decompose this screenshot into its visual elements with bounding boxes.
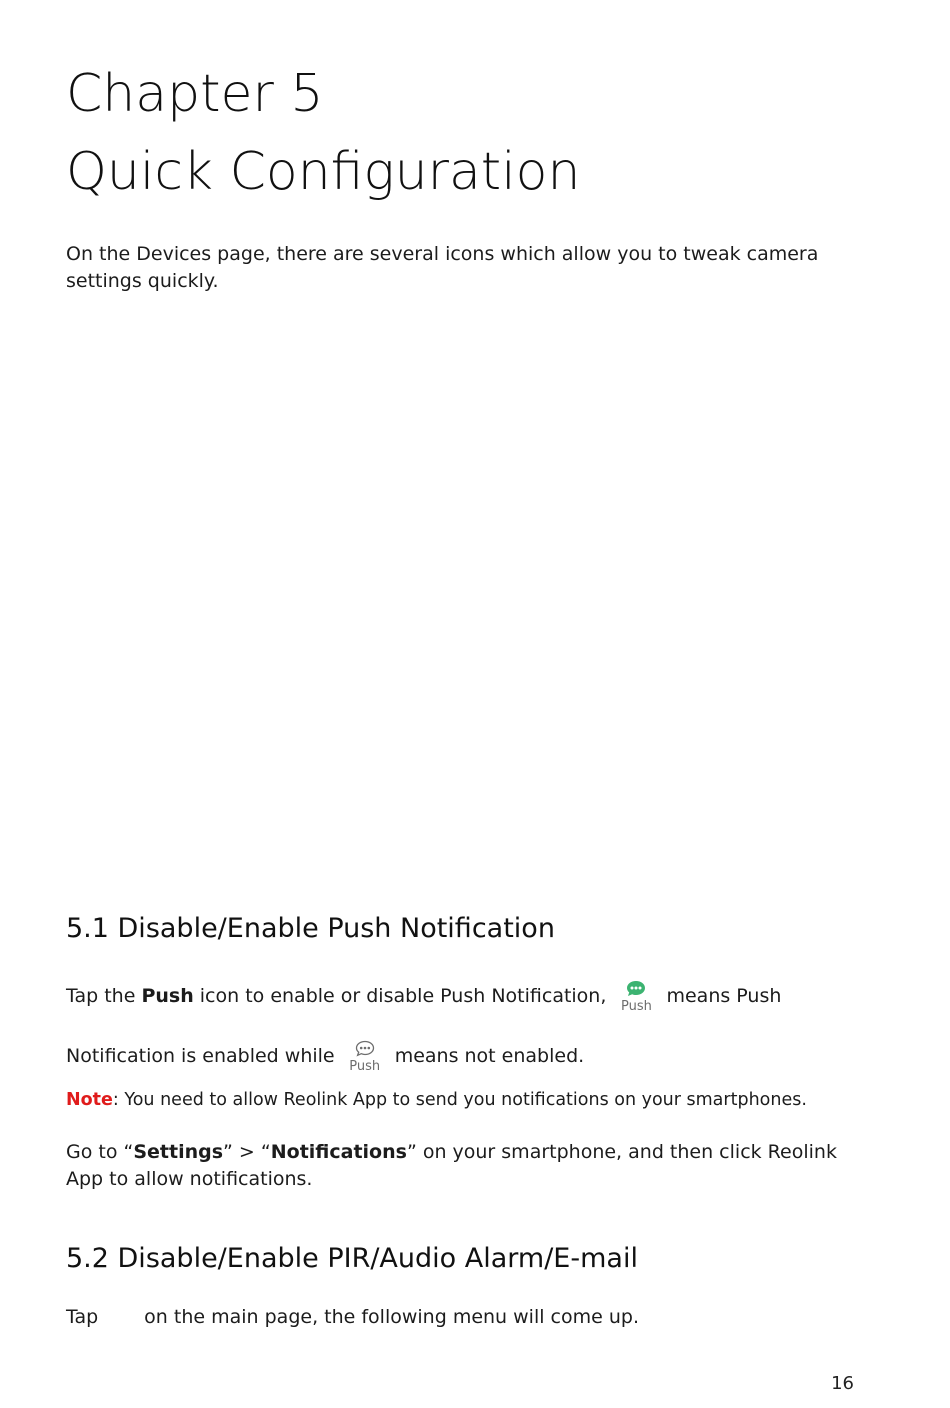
- intro-paragraph: On the Devices page, there are several icons which allow you to tweak camera settings quickly.: [66, 243, 819, 292]
- page-number: 16: [831, 1373, 854, 1394]
- chat-bubble-icon: [626, 980, 646, 997]
- notifications-bold: Notifications: [270, 1141, 407, 1163]
- push-enabled-icon: [616, 980, 656, 1014]
- push-icon-label: Push: [621, 999, 652, 1014]
- push-text: means not enabled.: [388, 1045, 585, 1067]
- tap-text: on the main page, the following menu will come up.: [144, 1306, 640, 1328]
- push-paragraph-line-2: [66, 1036, 585, 1074]
- chat-bubble-outline-icon: [355, 1040, 375, 1057]
- tap-text: Tap: [66, 1306, 99, 1328]
- goto-settings-paragraph: [66, 1139, 866, 1193]
- push-paragraph-line-1: [66, 976, 782, 1014]
- settings-bold: Settings: [133, 1141, 224, 1163]
- note-text: : You need to allow Reolink App to send you notifications on your smartphones.: [112, 1090, 807, 1110]
- goto-text: ” > “: [223, 1141, 271, 1163]
- goto-text: ” on your smartphone, and then click Reolink App to allow notifications.: [66, 1141, 837, 1190]
- push-text: icon to enable or disable Push Notification,: [193, 985, 607, 1007]
- chapter-title: Quick Configuration: [66, 142, 581, 202]
- goto-text: Go to “: [66, 1141, 134, 1163]
- push-bold: Push: [141, 985, 194, 1007]
- note-paragraph: [66, 1087, 807, 1114]
- section-5-1-heading: 5.1 Disable/Enable Push Notification: [66, 913, 555, 944]
- push-disabled-icon: [345, 1040, 385, 1074]
- push-icon-label: Push: [349, 1059, 381, 1074]
- note-label: Note: [66, 1090, 113, 1110]
- push-text: Tap the: [66, 985, 142, 1007]
- section-5-2-heading: 5.2 Disable/Enable PIR/Audio Alarm/E-mail: [66, 1243, 638, 1274]
- tap-paragraph: [66, 1304, 639, 1331]
- push-text: Notification is enabled while: [66, 1045, 335, 1067]
- push-text: means Push: [660, 985, 782, 1007]
- chapter-number: Chapter 5: [66, 64, 324, 124]
